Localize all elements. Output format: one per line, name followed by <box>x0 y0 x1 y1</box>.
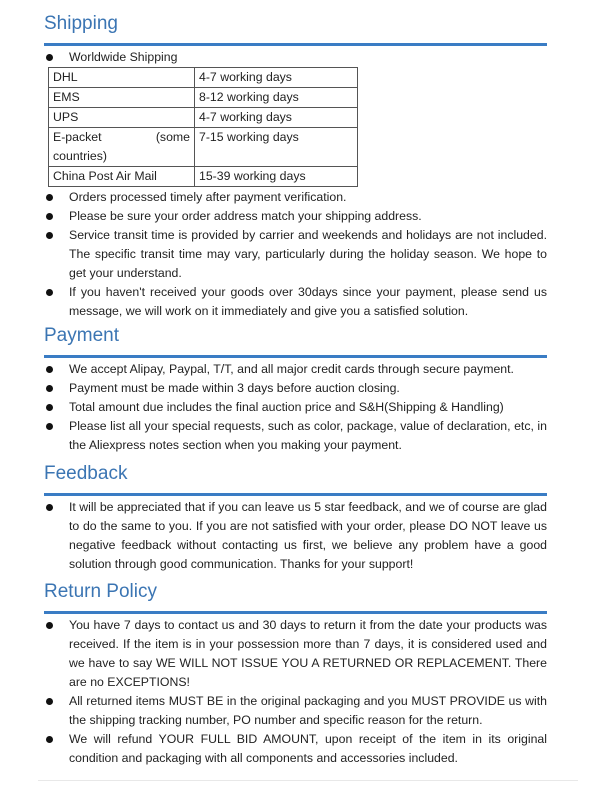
shipping-intro-list <box>44 48 547 67</box>
shipping-heading: Shipping <box>44 13 118 34</box>
list-item <box>44 379 547 398</box>
return-policy-heading: Return Policy <box>44 581 157 602</box>
bullet-icon <box>46 213 53 220</box>
feedback-heading: Feedback <box>44 463 128 484</box>
bullet-icon <box>46 232 53 239</box>
return-policy-section <box>44 581 547 768</box>
bullet-icon <box>46 622 53 629</box>
list-item <box>44 283 547 321</box>
shipping-section <box>44 13 547 321</box>
carrier-cell: UPS <box>49 108 195 128</box>
shipping-notes-list <box>44 188 547 321</box>
return-policy-list <box>44 616 547 768</box>
list-item <box>44 692 547 730</box>
table-row <box>49 88 358 108</box>
list-item-text: Please be sure your order address match your shipping address. <box>69 209 422 223</box>
shipping-table <box>48 67 358 187</box>
list-item-text: Service transit time is provided by carrier and weekends and holidays are not included. The specific transit time may vary, particularly during the holiday season. We hope to get your understand. <box>69 228 547 280</box>
list-item-text: You have 7 days to contact us and 30 days to return it from the date your products was received. If the item is in your possession more than 7 days, it is considered used and we have to say WE WILL NOT ISSUE YOU A RETURNED OR REPLACEMENT. There are no EXCEPTIONS! <box>69 618 547 689</box>
list-item <box>44 616 547 692</box>
payment-section <box>44 325 547 455</box>
table-row <box>49 128 358 167</box>
transit-cell: 4-7 working days <box>195 108 358 128</box>
list-item <box>44 730 547 768</box>
bullet-icon <box>46 504 53 511</box>
transit-cell: 15-39 working days <box>195 167 358 187</box>
table-row <box>49 167 358 187</box>
list-item <box>44 360 547 379</box>
carrier-cell: DHL <box>49 68 195 88</box>
page-bottom-divider <box>38 780 578 781</box>
list-item <box>44 498 547 574</box>
transit-cell: 4-7 working days <box>195 68 358 88</box>
bullet-icon <box>46 698 53 705</box>
list-item <box>44 48 547 67</box>
payment-heading: Payment <box>44 325 119 346</box>
carrier-cell: E-packet (some countries) <box>49 128 195 167</box>
list-item-text: It will be appreciated that if you can leave us 5 star feedback, and we of course are glad to do the same to you. If you are not satisfied with your order, please DO NOT leave us negative feedback without contacting us first, we believe any problem have a good solution through good communication. Thanks for your support! <box>69 500 547 571</box>
bullet-icon <box>46 54 53 61</box>
list-item <box>44 398 547 417</box>
section-divider <box>44 355 547 358</box>
section-divider <box>44 493 547 496</box>
bullet-icon <box>46 194 53 201</box>
list-item-text: Total amount due includes the final auction price and S&H(Shipping & Handling) <box>69 400 504 414</box>
carrier-cell: China Post Air Mail <box>49 167 195 187</box>
list-item <box>44 226 547 283</box>
feedback-list <box>44 498 547 574</box>
list-item-text: All returned items MUST BE in the original packaging and you MUST PROVIDE us with the shipping tracking number, PO number and specific reason for the return. <box>69 694 547 727</box>
bullet-icon <box>46 289 53 296</box>
list-item-text: Payment must be made within 3 days before auction closing. <box>69 381 400 395</box>
list-item-text: Orders processed timely after payment verification. <box>69 190 347 204</box>
bullet-icon <box>46 366 53 373</box>
section-divider <box>44 611 547 614</box>
transit-cell: 8-12 working days <box>195 88 358 108</box>
feedback-section <box>44 463 547 574</box>
payment-list <box>44 360 547 455</box>
bullet-icon <box>46 736 53 743</box>
list-item-text: We accept Alipay, Paypal, T/T, and all major credit cards through secure payment. <box>69 362 514 376</box>
carrier-cell: EMS <box>49 88 195 108</box>
transit-cell: 7-15 working days <box>195 128 358 167</box>
bullet-icon <box>46 385 53 392</box>
section-divider <box>44 43 547 46</box>
list-item <box>44 207 547 226</box>
table-row <box>49 108 358 128</box>
table-row <box>49 68 358 88</box>
bullet-icon <box>46 404 53 411</box>
list-item-text: Please list all your special requests, such as color, package, value of declaration, etc, in the Aliexpress notes section when you making your payment. <box>69 419 547 452</box>
list-item-text: We will refund YOUR FULL BID AMOUNT, upon receipt of the item in its original condition and packaging with all components and accessories included. <box>69 732 547 765</box>
list-item-text: If you haven't received your goods over 30days since your payment, please send us message, we will work on it immediately and give you a satisfied solution. <box>69 285 547 318</box>
bullet-icon <box>46 423 53 430</box>
shipping-intro-text: Worldwide Shipping <box>69 50 178 64</box>
list-item <box>44 417 547 455</box>
list-item <box>44 188 547 207</box>
